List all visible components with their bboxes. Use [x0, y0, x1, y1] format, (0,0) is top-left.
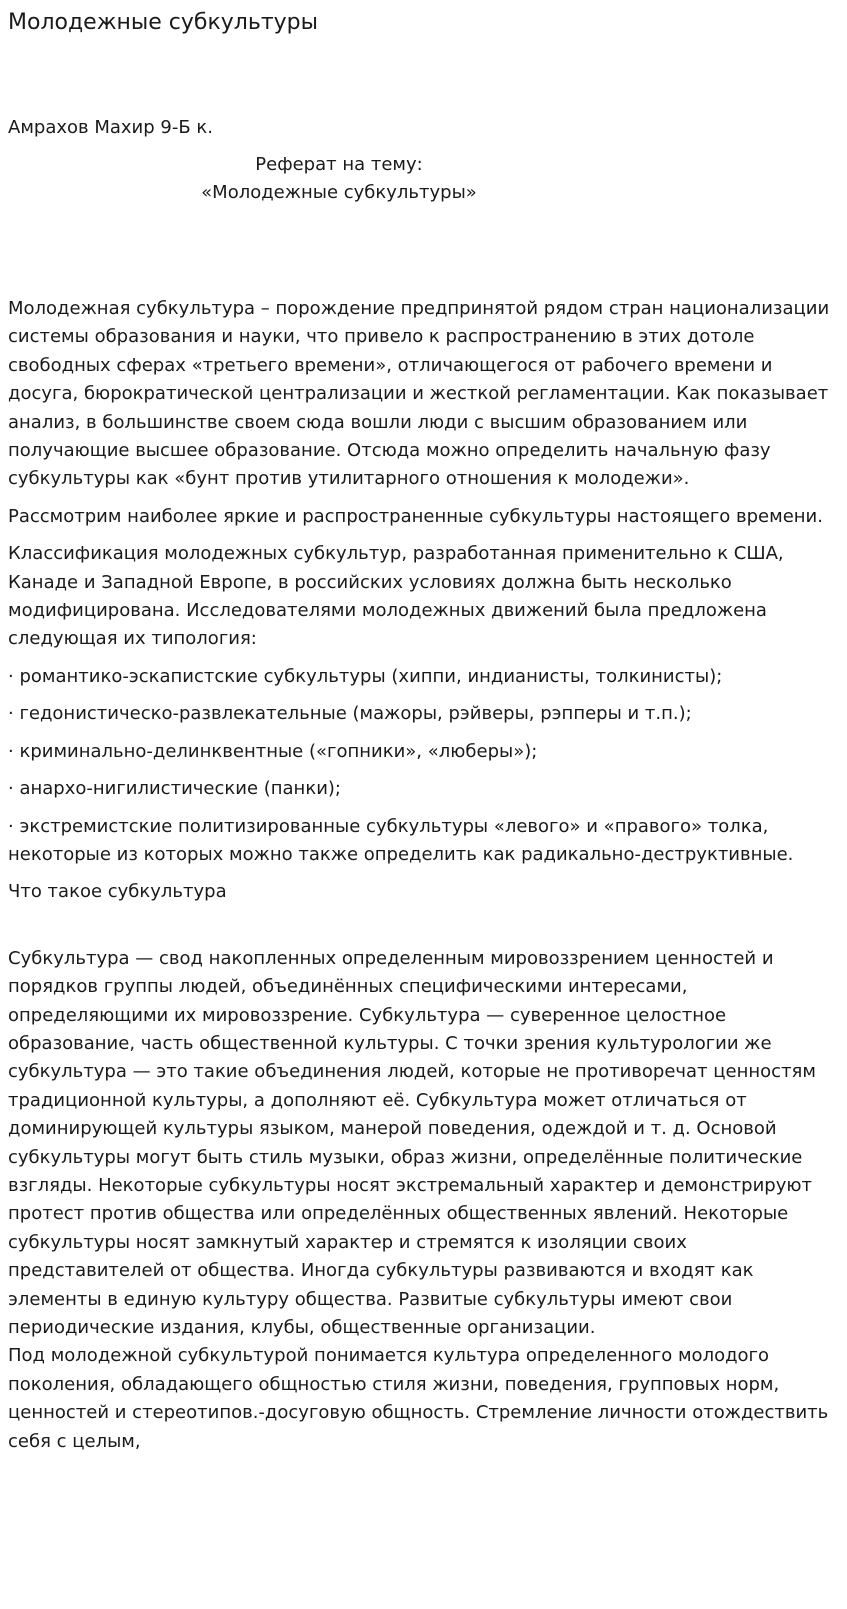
- topic-title: «Молодежные субкультуры»: [201, 182, 477, 203]
- typology-item: · гедонистическо-развлекательные (мажоры, рэйверы, рэпперы и т.п.);: [8, 703, 692, 725]
- section-spacer: [8, 907, 838, 945]
- section-heading: Что такое субкультура: [8, 881, 227, 903]
- definition-paragraph: Под молодежной субкультурой понимается культура определенного молодого поколения, обладающего общностью стиля жизни, поведения, групповых норм, ценностей и стереотипов.-досуговую общность. Стремление личности отождествить себя с целым,: [8, 1345, 829, 1452]
- typology-item: · анархо-нигилистические (панки);: [8, 778, 341, 800]
- intro-paragraph: Классификация молодежных субкультур, разработанная применительно к США, Канаде и Западной Европе, в российских условиях должна быть несколько модифицирована. Исследователями молодежных движений была предложена следующая их типология:: [8, 543, 784, 650]
- intro-paragraph: Молодежная субкультура – порождение предпринятой рядом стран национализации системы образования и науки, что привело к распространению в этих дотоле свободных сферах «третьего времени», отличающегося от рабочего времени и досуга, бюрократической централизации и жесткой регламентации. Как показывает анализ, в большинстве своем сюда вошли люди с высшим образованием или получающие высшее образование. Отсюда можно определить начальную фазу субкультуры как «бунт против утилитарного отношения к молодежи».: [8, 298, 830, 490]
- typology-item: · романтико-эскапистские субкультуры (хиппи, индианисты, толкинисты);: [8, 665, 723, 687]
- document-body: [8, 295, 838, 1456]
- author-line: Амрахов Махир 9-Б к.: [8, 117, 214, 138]
- intro-paragraph: Рассмотрим наиболее яркие и распространенные субкультуры настоящего времени.: [8, 505, 823, 527]
- definition-paragraph: Субкультура — свод накопленных определенным мировоззрением ценностей и порядков группы людей, объединённых специфическими интересами, определяющими их мировоззрение. Субкультура — суверенное целостное образование, часть общественной культуры. С точки зрения культурологии же субкультура — это такие объединения людей, которые не противоречат ценностям традиционной культуры, а дополняют её. Субкультура может отличаться от доминирующей культуры языком, манерой поведения, одеждой и т. д. Основой субкультуры могут быть стиль музыки, образ жизни, определённые политические взгляды. Некоторые субкультуры носят экстремальный характер и демонстрируют протест против общества или определённых общественных явлений. Некоторые субкультуры носят замкнутый характер и стремятся к изоляции своих представителей от общества. Иногда субкультуры развиваются и входят как элементы в единую культуру общества. Развитые субкультуры имеют свои периодические издания, клубы, общественные организации.: [8, 947, 816, 1338]
- essay-topic: [8, 151, 670, 207]
- typology-item: · криминально-делинквентные («гопники», «люберы»);: [8, 740, 538, 762]
- typology-item: · экстремистские политизированные субкультуры «левого» и «правого» толка, некоторые из которых можно также определить как радикально-деструктивные.: [8, 815, 794, 865]
- document-title: Молодежные субкультуры: [8, 10, 318, 35]
- topic-label: Реферат на тему:: [255, 154, 423, 175]
